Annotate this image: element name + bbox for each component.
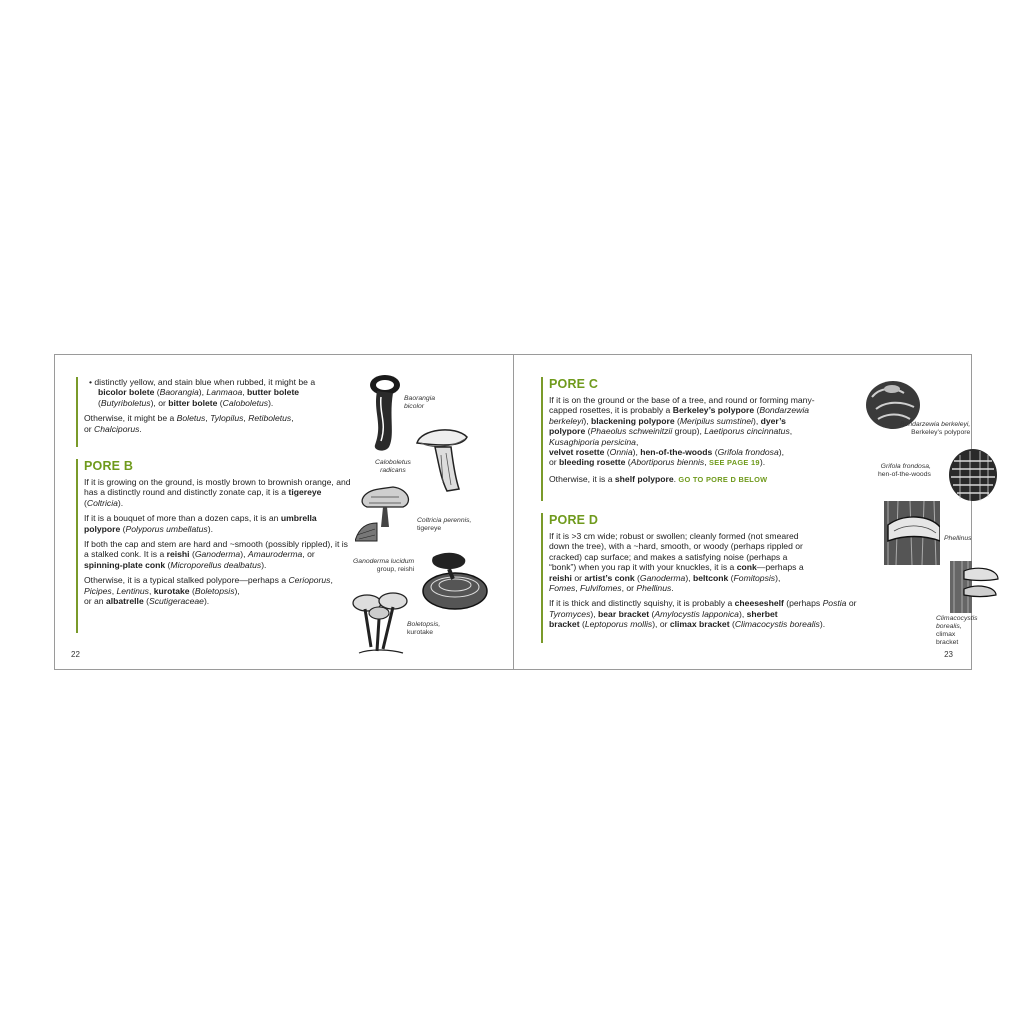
pore-c-heading: PORE C [549,377,599,391]
page-number-right: 23 [944,650,953,659]
baorangia-illustration [363,373,409,455]
caption-caloboletus: Caloboletus radicans [375,459,411,474]
right-page [514,355,978,669]
see-page-19-link[interactable]: SEE PAGE 19 [709,458,760,468]
pore-b-heading: PORE B [84,459,134,473]
pore-b-otherwise: Otherwise, it is a typical stalked polypore—perhaps a Cerioporus, Picipes, Lentinus, kurotake (Boletopsis), or an albatrelle (Scutigeraceae). [84,575,333,607]
coltricia-illustration [355,483,415,543]
bolete-otherwise: Otherwise, it might be a Boletus, Tylopilus, Retiboletus, or Chalciporus. [84,413,294,434]
caption-bondarzewia: Bondarzewia berkeleyi, Berkeley’s polypore [900,421,971,436]
caloboletus-illustration [413,425,471,495]
book-spread [54,354,978,670]
caption-climacocystis: Climacocystis borealis, climax bracket [936,615,978,646]
pore-d-heading: PORE D [549,513,599,527]
pore-c-section [541,377,821,501]
pore-c-rosettes: If it is on the ground or the base of a tree, and round or forming many-capped rosettes, it is probably a Berkeley’s polypore (Bondarzewia berkeleyi), blackening polypore (Meripilus sumstinei), dyer’s polypore (Phaeolus schweinitzii group), Laetiporus cincinnatus, Kusaghiporia persicina, velvet rosette (Onnia), hen-of-the-woods (Grifola frondosa), or bleeding rosette (Abortiporus biennis, SEE PAGE 19). [549,395,815,468]
phellinus-illustration [884,501,940,565]
grifola-illustration [948,447,998,503]
left-page [55,355,513,669]
caption-coltricia: Coltricia perennis, tigereye [417,517,472,532]
ganoderma-illustration [419,551,491,611]
caption-ganoderma: Ganoderma lucidum group, reishi [353,558,415,573]
bolete-bullet: • distinctly yellow, and stain blue when rubbed, it might be a bicolor bolete (Baorangia), Lanmaoa, butter bolete (Butyriboletus), or bitter bolete (Caloboletus). [89,377,316,408]
pore-b-section [76,459,352,633]
pore-c-otherwise: Otherwise, it is a shelf polypore. GO TO PORE D BELOW [549,473,768,484]
caption-phellinus: Phellinus [944,535,972,542]
caption-boletopsis: Boletopsis, kurotake [407,621,441,636]
pore-b-reishi: If both the cap and stem are hard and ~smooth (possibly rippled), it is a stalked conk. It is a reishi (Ganoderma), Amauroderma, or spinning-plate conk (Microporellus dealbatus). [84,539,348,570]
climacocystis-illustration [948,561,1000,613]
caption-baorangia: Baorangia bicolor [404,395,435,410]
caption-grifola: Grifola frondosa, hen-of-the-woods [878,463,931,478]
pore-d-conk: If it is >3 cm wide; robust or swollen; cleanly formed (not smeared down the tree), with a ~hard, smooth, or woody (perhaps rippled or cracked) cap surface; and makes a satisfying noise (perhaps a “bonk”) when you rap it with your knuckles, it is a conk—perhaps a reishi or artist’s conk (Ganoderma), beltconk (Fomitopsis), Fomes, Fulvifomes, or Phellinus. [549,531,804,594]
page-number-left: 22 [71,650,80,659]
pore-d-section [541,513,865,643]
bolete-continuation [76,377,346,447]
pore-b-umbrella: If it is a bouquet of more than a dozen caps, it is an umbrella polypore (Polyporus umbellatus). [84,513,317,534]
boletopsis-illustration [349,591,415,657]
go-to-pore-d-link[interactable]: GO TO PORE D BELOW [678,474,768,484]
pore-d-squishy: If it is thick and distinctly squishy, it is probably a cheeseshelf (perhaps Postia or Tyromyces), bear bracket (Amylocystis lapponica), sherbet bracket (Leptoporus mollis), or climax bracket (Climacocystis borealis). [549,598,857,630]
pore-b-tigereye: If it is growing on the ground, is mostly brown to brownish orange, and has a distinctly round and distinctly zonate cap, it is a tigereye (Coltricia). [84,477,351,508]
